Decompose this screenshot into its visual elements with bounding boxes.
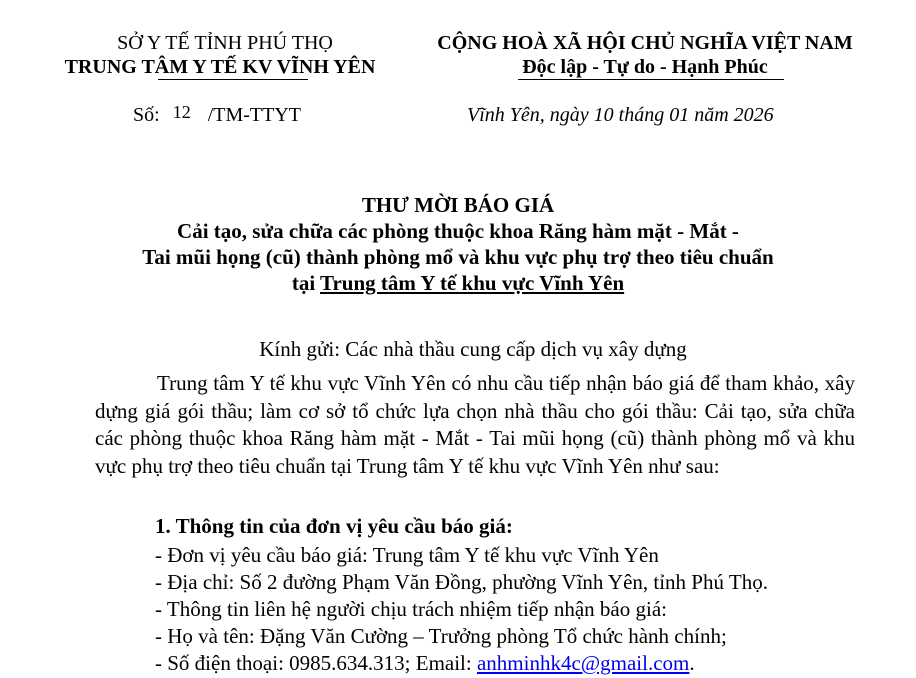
email-link[interactable]: anhminhk4c@gmail.com <box>476 651 690 675</box>
agency-parent: SỞ Y TẾ TỈNH PHÚ THỌ <box>117 32 333 54</box>
letter-subtitle-1: Cải tạo, sửa chữa các phòng thuộc khoa Răng hàm mặt - Mắt - <box>177 219 739 243</box>
intro-text: Trung tâm Y tế khu vực Vĩnh Yên có nhu cầu tiếp nhận báo giá để tham khảo, xây dựng giá gói thầu; làm cơ sở tổ chức lựa chọn nhà thầu cho gói thầu: Cải tạo, sửa chữa các phòng thuộc khoa Răng hàm mặt - Mắt - Tai mũi họng (cũ) thành phòng mổ và khu vực phụ trợ theo tiêu chuẩn tại Trung tâm Y tế khu vực Vĩnh Yên như sau: <box>95 371 855 478</box>
phone-label: - Số điện thoại: 0985.634.313; Email: <box>155 651 477 675</box>
intro-paragraph <box>95 370 855 480</box>
motto-underline <box>518 79 784 80</box>
greeting: Kính gửi: Các nhà thầu cung cấp dịch vụ xây dựng <box>259 337 687 361</box>
subtitle-3-prefix: tại <box>291 271 316 295</box>
subtitle-3-rest: Trung tâm Y tế khu vực Vĩnh Yên <box>320 271 625 295</box>
contact-suffix: . <box>689 651 695 675</box>
doc-number-value: 12 <box>172 102 191 122</box>
doc-number-suffix: /TM-TTYT <box>207 104 301 126</box>
section1-item-phone-email <box>155 651 695 676</box>
doc-number-prefix: Số: <box>133 104 160 126</box>
doc-number <box>133 104 301 127</box>
section1-item-unit: - Đơn vị yêu cầu báo giá: Trung tâm Y tế khu vực Vĩnh Yên <box>155 543 659 567</box>
section1-item-contact: - Thông tin liên hệ người chịu trách nhiệm tiếp nhận báo giá: <box>155 597 667 621</box>
section1-heading: 1. Thông tin của đơn vị yêu cầu báo giá: <box>155 514 513 538</box>
section1-item-name: - Họ và tên: Đặng Văn Cường – Trưởng phòng Tổ chức hành chính; <box>155 624 727 648</box>
agency-name: TRUNG TÂM Y TẾ KV VĨNH YÊN <box>64 56 376 78</box>
section1-item-address: - Địa chỉ: Số 2 đường Phạm Văn Đồng, phường Vĩnh Yên, tỉnh Phú Thọ. <box>155 570 768 594</box>
letter-title: THƯ MỜI BÁO GIÁ <box>361 193 555 217</box>
national-motto: Độc lập - Tự do - Hạnh Phúc <box>522 56 768 78</box>
letter-subtitle-3 <box>0 271 916 296</box>
place-date: Vĩnh Yên, ngày 10 tháng 01 năm 2026 <box>467 104 774 126</box>
agency-underline <box>158 79 308 80</box>
national-title: CỘNG HOÀ XÃ HỘI CHỦ NGHĨA VIỆT NAM <box>437 32 853 54</box>
letter-subtitle-2: Tai mũi họng (cũ) thành phòng mổ và khu vực phụ trợ theo tiêu chuẩn <box>142 245 774 269</box>
